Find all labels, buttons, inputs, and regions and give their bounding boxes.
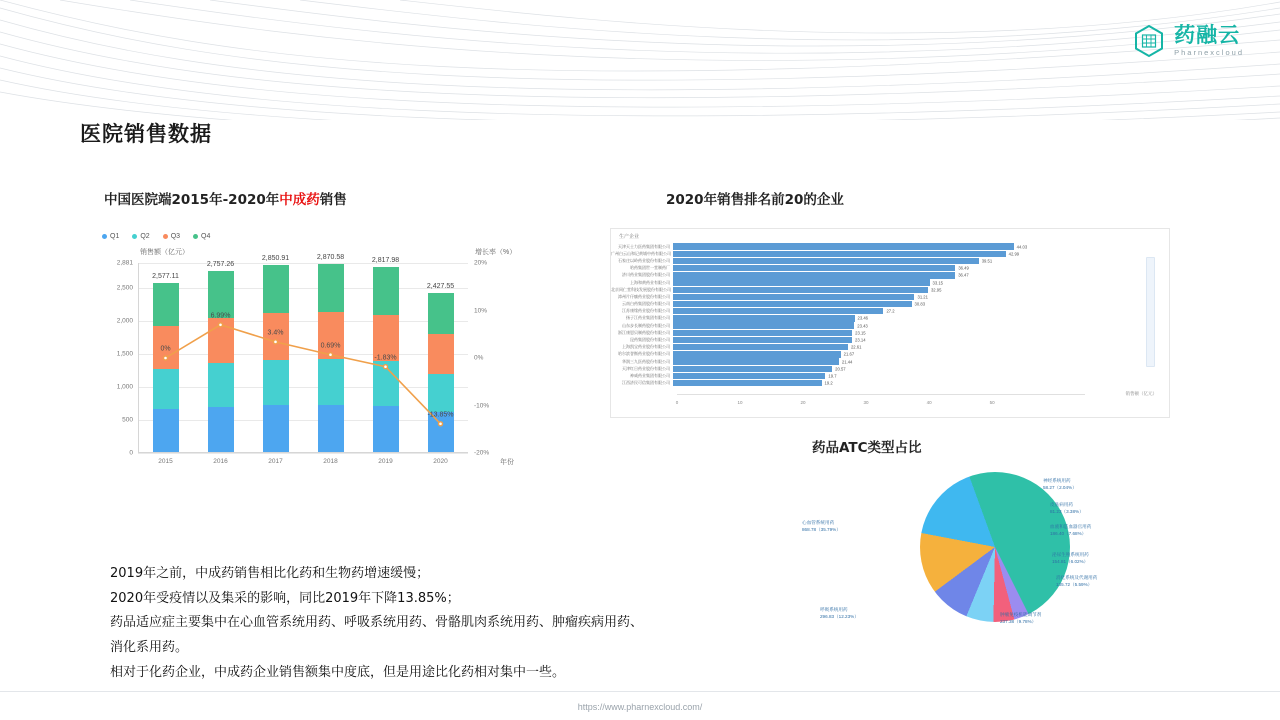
chart1-title [104, 188, 347, 208]
chart2-row [611, 322, 1169, 329]
chart2-bar-value: 20.57 [835, 366, 846, 372]
pie-slice-value: 868.78（35.79%） [802, 526, 841, 532]
chart2-row-track [673, 373, 1169, 379]
chart1-y-tick: 1,500 [116, 350, 133, 358]
chart2-bar-value: 33.15 [932, 280, 943, 286]
chart1-x-tick: 2019 [378, 458, 393, 465]
legend-label: Q2 [140, 233, 150, 240]
chart1-bar-group [316, 253, 345, 465]
chart2-row-track [673, 294, 1169, 300]
chart2-row-track [673, 337, 1169, 343]
summary-bullets [110, 562, 850, 685]
chart2-row-label: 哈尔滨誉衡药业股份有限公司 [618, 351, 670, 357]
chart2-row [611, 358, 1169, 365]
pie-slice-label [1050, 502, 1084, 515]
legend-label: Q4 [201, 233, 211, 240]
chart2-row-label: 扬子江药业集团有限公司 [626, 315, 670, 321]
chart1-bar-segment [208, 318, 234, 364]
chart2-bar-value: 19.7 [828, 373, 837, 379]
chart2-row-label: 石家庄以岭药业股份有限公司 [618, 257, 670, 263]
legend-swatch [102, 234, 107, 239]
chart2-bar [673, 294, 914, 300]
legend-swatch [163, 234, 168, 239]
chart2-x-axis [677, 394, 1085, 395]
bullet-line: 消化系用药。 [110, 640, 189, 656]
pie-slice-name: 心血管系统用药 [802, 520, 835, 525]
pie-slice-label [1056, 575, 1097, 588]
chart2-row-label: 漳州片仔癀药业股份有限公司 [618, 293, 670, 299]
chart2-bar [673, 315, 855, 321]
chart2-row-track [673, 322, 1169, 328]
chart2-bar-value: 21.44 [841, 359, 853, 365]
chart1-y2-tick: 10% [474, 307, 488, 314]
chart1-bar-segment [318, 359, 344, 405]
chart2-bar [673, 366, 832, 372]
chart1-legend-item[interactable] [102, 233, 119, 240]
legend-swatch [132, 234, 137, 239]
chart2-row [611, 243, 1169, 250]
chart2-row-label: 上海和黄药业有限公司 [630, 279, 670, 285]
chart2-bar-value: 27.2 [886, 308, 895, 314]
footer-url: https://www.pharnexcloud.com/ [577, 702, 703, 712]
chart2-bar [673, 330, 852, 336]
chart2-bar-value: 39.51 [981, 258, 993, 264]
chart1-x-axis [138, 452, 468, 453]
chart2-row [611, 279, 1169, 286]
pie-slice-name: 神经系统用药 [1043, 478, 1071, 483]
chart2-bar-value: 23.43 [857, 323, 868, 329]
chart1-bar-segment [263, 360, 289, 405]
chart1-bar-group [261, 254, 290, 465]
chart2-bar [673, 251, 1006, 257]
chart1-y-tick: 500 [122, 416, 133, 424]
chart2-bar-value: 30.83 [914, 301, 926, 307]
chart2-row-label: 江西济民可信集团有限公司 [622, 380, 670, 386]
chart2-row [611, 372, 1169, 379]
chart1-legend [102, 233, 210, 240]
chart2-row [611, 365, 1169, 372]
chart1-growth-label: 3.4% [267, 329, 284, 337]
chart2-row [611, 380, 1169, 387]
chart2-bar [673, 351, 841, 357]
chart2-row-track [673, 243, 1169, 249]
chart1-bar-segment [373, 267, 399, 314]
chart1-title-highlight: 中成药 [279, 192, 320, 208]
pie-slice-name: 皮肤病用药 [1050, 502, 1073, 507]
pie-slice-label [1052, 552, 1089, 565]
chart2-row-track [673, 358, 1169, 364]
chart2-title: 2020年销售排名前20的企业 [666, 192, 844, 208]
bullet-line: 2020年受疫情以及集采的影响，同比2019年下降13.85%； [110, 590, 460, 606]
chart2-row-label: 北京同仁堂科技发展股份有限公司 [611, 286, 671, 292]
chart2-bar [673, 322, 854, 328]
chart2-row-track [673, 380, 1169, 386]
brand-logo [1132, 24, 1244, 58]
pie-slice-value: 186.40（7.68%） [1050, 530, 1087, 536]
chart2-row-track [673, 308, 1169, 314]
pie-slice-value: 296.83（12.23%） [820, 613, 859, 619]
pie-slice-label [1000, 612, 1041, 625]
chart2-x-tick: 40 [926, 400, 932, 405]
chart2-row-label: 哈药集团世一堂制药厂 [630, 265, 670, 271]
pie-slice-name: 呼吸系统用药 [820, 607, 848, 612]
chart1-bar-segment [318, 264, 344, 312]
chart1-bar-segment [373, 406, 399, 453]
chart2-row [611, 351, 1169, 358]
chart1-y-tick: 0 [129, 449, 133, 457]
chart2-row-track [673, 366, 1169, 372]
legend-label: Q1 [110, 233, 120, 240]
chart2-bar-value: 23.14 [855, 337, 866, 343]
chart1-title-pre: 中国医院端2015年-2020年 [104, 192, 280, 208]
chart1-y-tick: 1,000 [116, 383, 133, 391]
chart1-y2-tick: -10% [474, 402, 490, 409]
chart1-bar-segment [428, 374, 454, 413]
chart1-legend-item[interactable] [163, 233, 180, 240]
chart2-bar-value: 22.61 [850, 344, 862, 350]
chart1-bar-segment [263, 405, 289, 453]
chart2-bar [673, 308, 883, 314]
chart1-y-axis [138, 263, 139, 453]
chart2-row-label: 济川药业集团股份有限公司 [622, 272, 670, 278]
pie-slice-label [1043, 478, 1077, 491]
chart2-row-label: 山东步长制药股份有限公司 [622, 322, 670, 328]
chart2-bar [673, 373, 825, 379]
chart2-bar-value: 31.21 [917, 294, 928, 300]
chart1-bar-group [426, 282, 455, 465]
chart2-xlabel: 销售额（亿元） [1125, 391, 1157, 396]
gridline [138, 420, 468, 421]
logo-hexagon-icon [1132, 24, 1166, 58]
chart2-row [611, 272, 1169, 279]
chart2-row-track [673, 287, 1169, 293]
chart2-bar [673, 287, 928, 293]
chart2-row [611, 336, 1169, 343]
chart1-bar-total: 2,870.58 [316, 253, 345, 261]
chart1-plot-area [116, 253, 490, 465]
chart2-row [611, 257, 1169, 264]
chart1-bar-segment [428, 334, 454, 374]
pie-slice-value: 135.72（5.59%） [1056, 581, 1093, 587]
chart1-y2-tick: 0% [474, 354, 484, 362]
logo-name-cn: 药融云 [1174, 23, 1241, 48]
chart1-ylabel: 销售额（亿元） [140, 249, 189, 256]
chart1-x-tick: 2020 [433, 458, 448, 465]
chart2-bar-value: 42.99 [1008, 251, 1020, 257]
logo-name-en: Pharnexcloud [1174, 48, 1244, 58]
chart2-bar [673, 272, 955, 278]
chart1-bar-segment [208, 363, 234, 407]
chart2-x-tick: 50 [989, 400, 995, 405]
chart2-x-tick: 30 [863, 400, 869, 405]
chart1-bar-total: 2,427.55 [426, 282, 455, 290]
legend-swatch [193, 234, 198, 239]
chart1-growth-line [138, 263, 468, 453]
chart1-x-tick: 2015 [158, 458, 173, 465]
chart1-growth-label: 0.69% [320, 342, 341, 350]
pie-slice-value: 81.23（3.38%） [1050, 508, 1084, 514]
bullet-line: 相对于化药企业，中成药企业销售额集中度底，但是用途比化药相对集中一些。 [110, 664, 566, 680]
chart1-bar-segment [263, 313, 289, 360]
chart2-bar-value: 36.49 [958, 265, 969, 271]
legend-label: Q3 [170, 233, 181, 240]
chart1-bar-segment [153, 283, 179, 326]
chart1-y2label: 增长率（%） [475, 249, 517, 256]
chart2-bar [673, 243, 1014, 249]
chart1-bar-segment [153, 369, 179, 410]
chart2-bar [673, 380, 822, 386]
chart2-row-label: 神威药业集团有限公司 [630, 372, 670, 378]
pie-slice-value: 237.38（9.78%） [1000, 618, 1037, 624]
top20-enterprises-chart [610, 228, 1170, 418]
chart2-bar-value: 36.47 [958, 272, 969, 278]
chart2-row [611, 344, 1169, 351]
pie-slice-label [1050, 524, 1091, 537]
chart2-row-track [673, 330, 1169, 336]
chart2-row-track [673, 279, 1169, 285]
chart1-bar-segment [208, 271, 234, 318]
chart1-xlabel: 年份 [500, 459, 514, 466]
chart2-row [611, 286, 1169, 293]
gridline [138, 288, 468, 289]
pie-slice-value: 58.27（2.04%） [1043, 484, 1077, 490]
chart1-y-tick: 2,881 [116, 259, 133, 267]
chart2-rows [611, 243, 1169, 387]
gridline [138, 354, 468, 355]
chart1-y-tick: 2,500 [116, 284, 133, 292]
chart1-growth-label: -1.83% [374, 354, 397, 362]
chart2-bar [673, 265, 955, 271]
chart2-row-track [673, 301, 1169, 307]
chart1-bar-segment [208, 407, 234, 453]
pie-slice-name: 血液和造血器官用药 [1050, 524, 1092, 529]
chart2-row-track [673, 315, 1169, 321]
atc-type-share-chart [802, 462, 1110, 647]
chart2-bar [673, 258, 979, 264]
chart2-bar [673, 337, 852, 343]
gridline [138, 387, 468, 388]
chart1-y2-tick: 20% [474, 259, 488, 267]
chart2-row-track [673, 265, 1169, 271]
bullet-line: 药品适应症主要集中在心血管系统用药、呼吸系统用药、骨骼肌肉系统用药、肿瘤疾病用药、 [110, 615, 644, 631]
chart2-row [611, 250, 1169, 257]
chart2-bar-value: 23.46 [857, 315, 868, 321]
chart2-row-label: 天津天士力医药集团有限公司 [618, 243, 670, 249]
pie-slice-name: 消化系统及代谢用药 [1056, 575, 1098, 580]
chart2-row [611, 301, 1169, 308]
chart1-bar-segment [428, 293, 454, 334]
chart2-row-label: 上海凯宝药业股份有限公司 [622, 344, 670, 350]
pie-slice-name: 肿瘤免疫机能调节剂 [1000, 612, 1042, 617]
chart1-bar-group [152, 273, 179, 465]
chart2-bar [673, 301, 912, 307]
chart1-bar-segment [318, 312, 344, 359]
chart1-bar-total: 2,757.26 [206, 261, 235, 269]
chart2-bar-value: 32.95 [930, 287, 942, 293]
chart1-bar-segment [318, 405, 344, 453]
chart1-growth-label: -13.85% [427, 411, 454, 419]
chart2-row-track [673, 351, 1169, 357]
hospital-tcm-sales-chart [80, 225, 550, 485]
chart2-row-label: 天津红日药业股份有限公司 [622, 365, 670, 371]
gridline [138, 263, 468, 264]
chart2-row-track [673, 258, 1169, 264]
chart2-row-track [673, 272, 1169, 278]
chart2-row-label: 华润三九医药股份有限公司 [622, 358, 670, 364]
chart2-row-label: 江苏康缘药业股份有限公司 [622, 308, 670, 314]
chart2-row [611, 329, 1169, 336]
chart2-bar-value: 21.67 [843, 351, 855, 357]
header-decoration [0, 0, 1280, 120]
chart3-title: 药品ATC类型占比 [812, 440, 922, 456]
chart2-row-label: 昆药集团股份有限公司 [630, 337, 670, 343]
chart2-row [611, 315, 1169, 322]
chart1-growth-label: 6.99% [210, 312, 231, 320]
pie-graphic [920, 472, 1070, 622]
chart2-bar [673, 358, 839, 364]
chart2-row [611, 293, 1169, 300]
chart2-ylabel: 生产企业 [619, 234, 640, 240]
chart2-row [611, 308, 1169, 315]
chart1-title-post: 销售 [319, 192, 347, 208]
chart1-x-tick: 2017 [268, 458, 283, 465]
page-title: 医院销售数据 [80, 122, 212, 146]
chart2-bar-value: 19.2 [824, 380, 833, 386]
chart1-x-tick: 2016 [213, 458, 228, 465]
chart1-bar-total: 2,850.91 [261, 254, 290, 262]
chart1-x-tick: 2018 [323, 458, 338, 465]
chart1-y-tick: 2,000 [116, 317, 133, 325]
chart2-bar-value: 23.15 [855, 330, 866, 336]
chart2-row-track [673, 251, 1169, 257]
chart2-row [611, 265, 1169, 272]
chart2-row-label: 浙江康恩贝制药股份有限公司 [618, 329, 670, 335]
chart2-scrollbar[interactable] [1146, 257, 1155, 367]
chart1-bar-segment [373, 361, 399, 406]
chart2-x-tick: 0 [675, 400, 679, 405]
chart2-bar [673, 344, 848, 350]
chart2-bar-value: 44.03 [1016, 244, 1028, 250]
gridline [138, 321, 468, 322]
chart1-bar-group [206, 261, 235, 465]
chart1-legend-item[interactable] [132, 233, 149, 240]
chart2-row-label: 广州白云山和记黄埔中药有限公司 [611, 250, 671, 256]
footer-divider [0, 691, 1280, 692]
chart1-bar-total: 2,817.98 [371, 257, 400, 265]
chart2-row-label: 云南白药集团股份有限公司 [622, 301, 670, 307]
chart1-bar-segment [263, 265, 289, 313]
chart2-x-tick: 10 [737, 400, 743, 405]
gridline [138, 453, 468, 454]
chart1-bar-total: 2,577.11 [152, 273, 179, 281]
chart1-legend-item[interactable] [193, 233, 210, 240]
bullet-line: 2019年之前，中成药销售相比化药和生物药增速缓慢； [110, 566, 430, 581]
pie-slice-value: 154.81（6.02%） [1052, 558, 1089, 564]
chart2-x-tick: 20 [800, 400, 806, 405]
chart1-y2-tick: -20% [474, 449, 490, 457]
chart1-growth-label: 0% [160, 345, 171, 353]
chart2-row-track [673, 344, 1169, 350]
pie-slice-label [802, 520, 841, 533]
chart2-bar [673, 279, 930, 285]
chart1-bar-segment [153, 409, 179, 453]
pie-slice-name: 泌尿生殖系统用药 [1052, 552, 1089, 557]
